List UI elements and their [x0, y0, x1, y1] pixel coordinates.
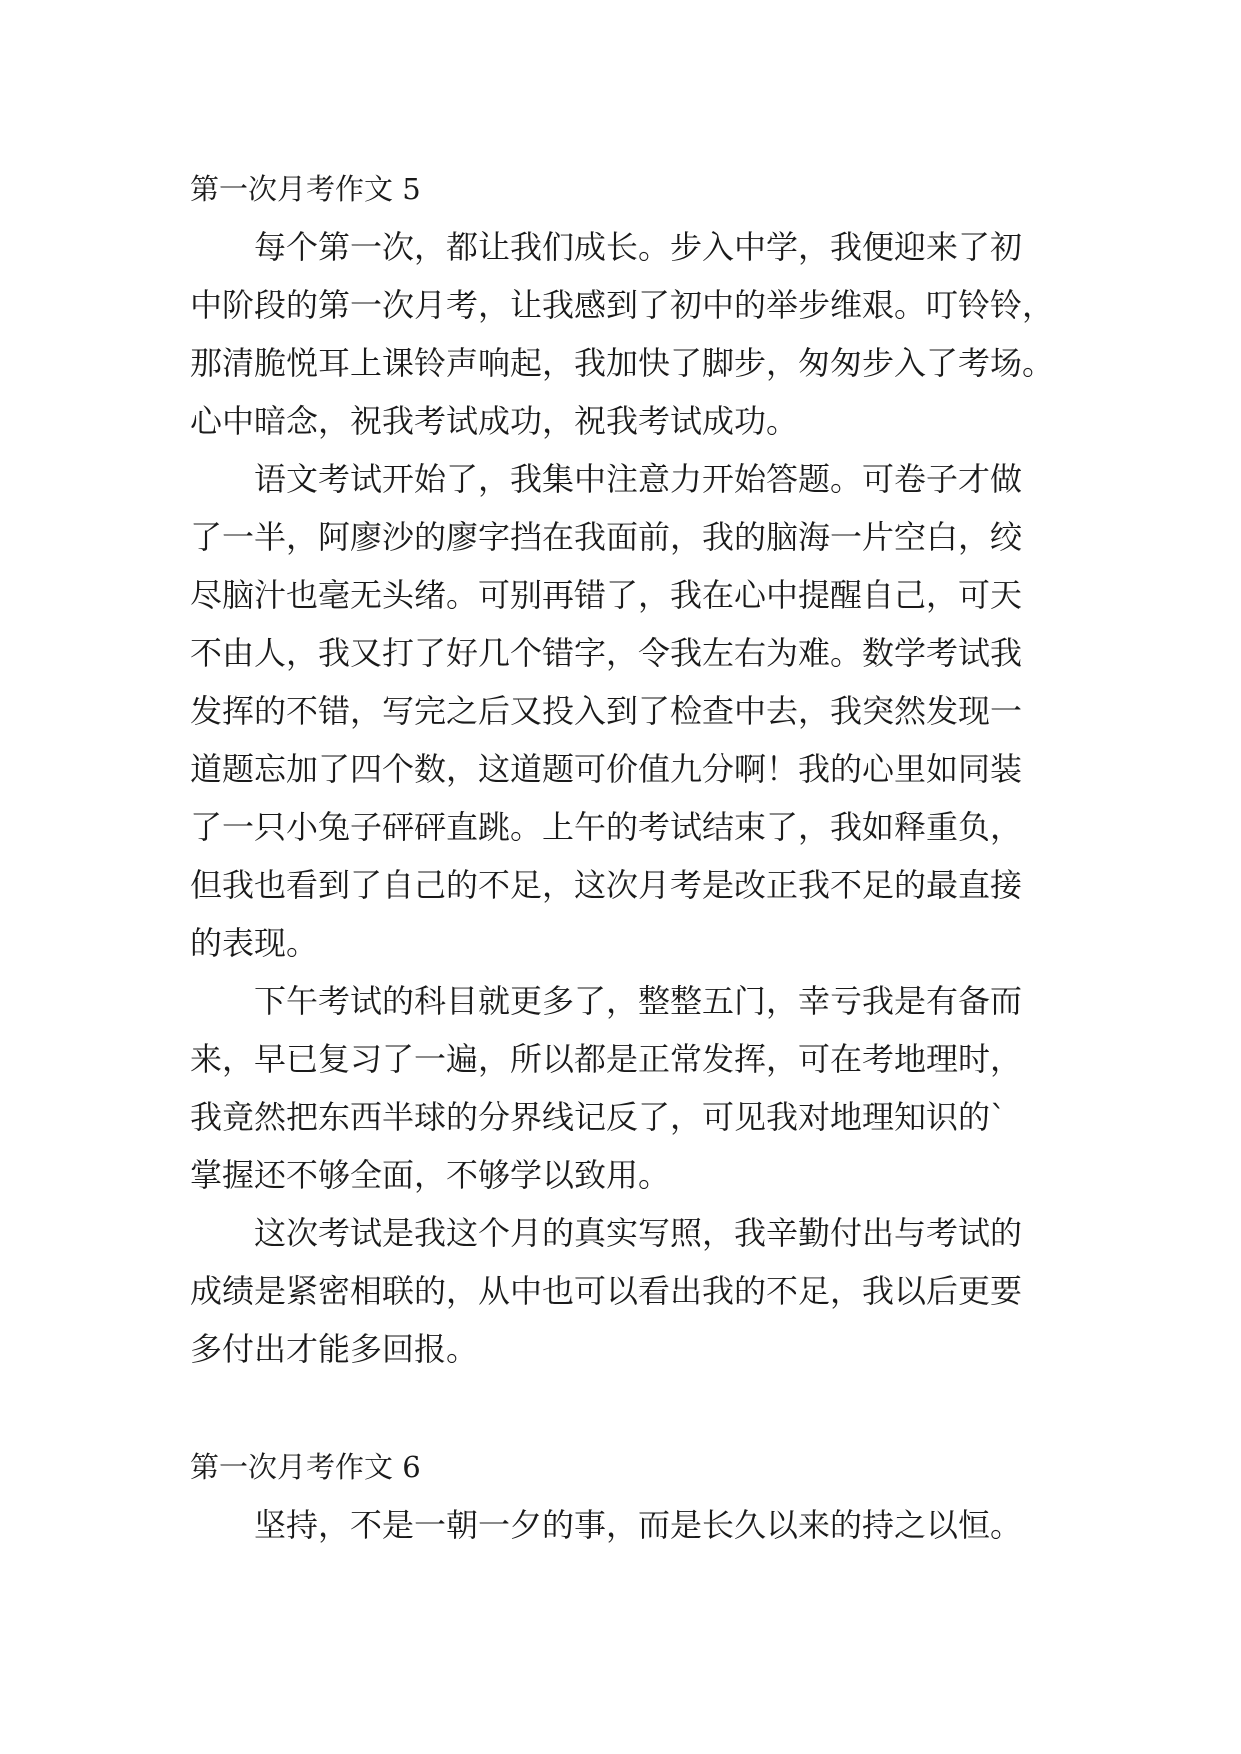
text-line: 每个第一次，都让我们成长。步入中学，我便迎来了初 — [254, 228, 1023, 266]
essay-5 — [190, 160, 1070, 1378]
text-line: 不由人，我又打了好几个错字，令我左右为难。数学考试我 — [190, 634, 1023, 672]
text-line: 我竟然把东西半球的分界线记反了，可见我对地理知识的` — [190, 1098, 1007, 1136]
text-line: 来，早已复习了一遍，所以都是正常发挥，可在考地理时， — [190, 1040, 1023, 1078]
text-line: 成绩是紧密相联的，从中也可以看出我的不足，我以后更要 — [190, 1272, 1023, 1310]
text-line: 但我也看到了自己的不足，这次月考是改正我不足的最直接 — [190, 866, 1023, 904]
text-line: 下午考试的科目就更多了，整整五门，幸亏我是有备而 — [254, 982, 1023, 1020]
paragraph — [190, 450, 1070, 972]
text-line: 的表现。 — [190, 924, 319, 962]
text-line: 那清脆悦耳上课铃声响起，我加快了脚步，匆匆步入了考场。 — [190, 344, 1055, 382]
text-line: 道题忘加了四个数，这道题可价值九分啊！我的心里如同装 — [190, 750, 1023, 788]
paragraph — [190, 972, 1070, 1204]
text-line: 发挥的不错，写完之后又投入到了检查中去，我突然发现一 — [190, 692, 1023, 730]
text-line: 坚持，不是一朝一夕的事，而是长久以来的持之以恒。 — [254, 1506, 1023, 1544]
text-line: 心中暗念，祝我考试成功，祝我考试成功。 — [190, 402, 799, 440]
text-line: 中阶段的第一次月考，让我感到了初中的举步维艰。叮铃铃， — [190, 286, 1055, 324]
text-line: 了一半，阿廖沙的廖字挡在我面前，我的脑海一片空白，绞 — [190, 518, 1023, 556]
essay-title: 第一次月考作文 6 — [190, 1450, 421, 1484]
paragraph — [190, 1204, 1070, 1378]
text-line: 了一只小兔子砰砰直跳。上午的考试结束了，我如释重负， — [190, 808, 1023, 846]
text-line: 多付出才能多回报。 — [190, 1330, 479, 1368]
text-line: 掌握还不够全面，不够学以致用。 — [190, 1156, 671, 1194]
paragraph — [190, 218, 1070, 450]
essay-6 — [190, 1438, 1070, 1554]
paragraph — [190, 1496, 1070, 1554]
text-line: 语文考试开始了，我集中注意力开始答题。可卷子才做 — [254, 460, 1023, 498]
essay-title: 第一次月考作文 5 — [190, 172, 421, 206]
document-content — [190, 160, 1070, 1554]
text-line: 这次考试是我这个月的真实写照，我辛勤付出与考试的 — [254, 1214, 1023, 1252]
text-line: 尽脑汁也毫无头绪。可别再错了，我在心中提醒自己，可天 — [190, 576, 1023, 614]
